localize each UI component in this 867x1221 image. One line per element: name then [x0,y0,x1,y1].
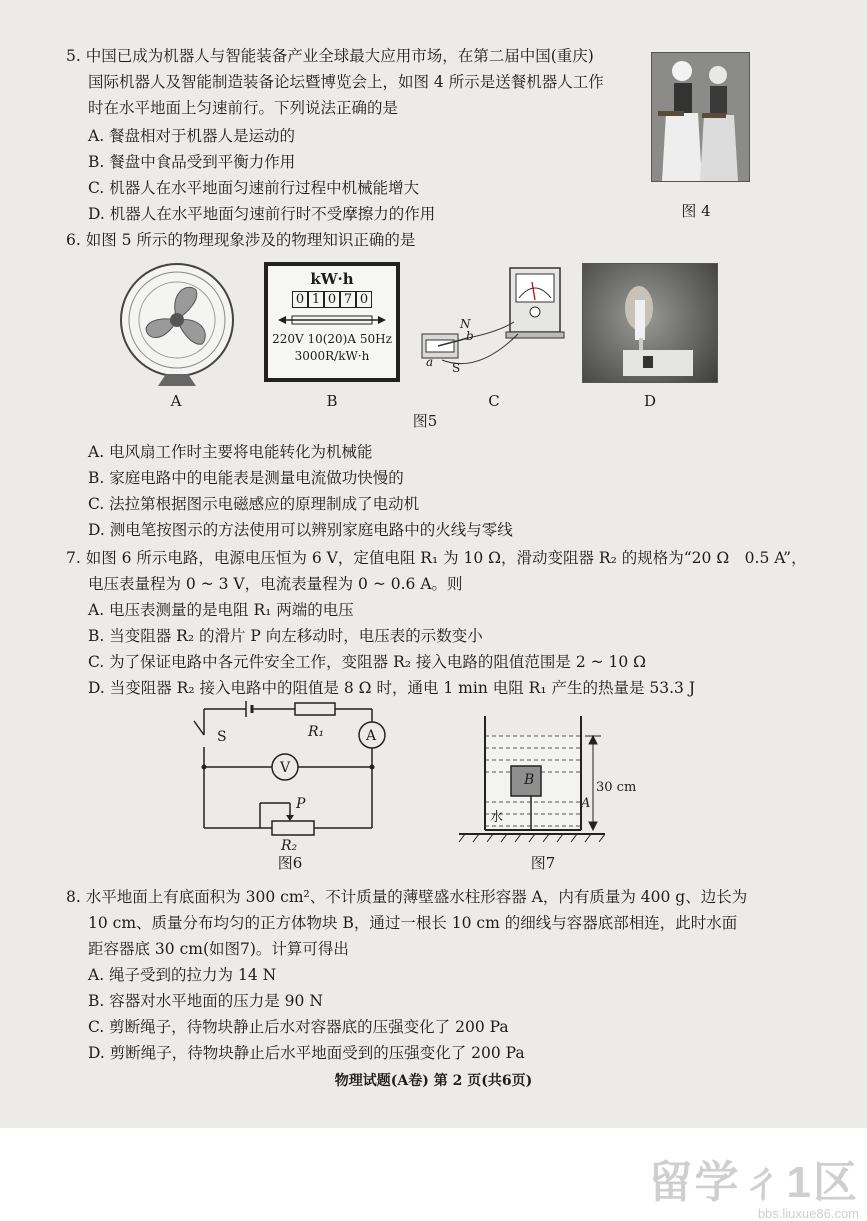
q6-stem: 6. 如图 5 所示的物理现象涉及的物理知识正确的是 [66,231,416,249]
voltmeter-label: V [280,760,291,776]
meter-digit: 7 [340,291,356,308]
q6-option-a: A. 电风扇工作时主要将电能转化为机械能 [88,443,373,461]
r2-label: R₂ [281,838,298,854]
fig5-caption: 图5 [412,412,438,430]
q5-line-1: 5. 中国已成为机器人与智能装备产业全球最大应用市场，在第二届中国(重庆) [66,47,594,65]
q7-option-d: D. 当变阻器 R₂ 接入电路中的阻值是 8 Ω 时，通电 1 min 电阻 R₁ 产生的热量是 53.3 J [88,679,696,697]
fig7-caption: 图7 [530,854,556,872]
q8-option-d: D. 剪断绳子，待物块静止后水平地面受到的压强变化了 200 Pa [88,1044,525,1062]
fig4-caption: 图 4 [681,202,711,220]
q5-option-d: D. 机器人在水平地面匀速前行时不受摩擦力的作用 [88,205,436,223]
q8-line-3: 距容器底 30 cm(如图7)。计算可得出 [88,940,349,958]
circuit-diagram [190,695,400,845]
watermark-logo: 留学ㄔ1区 [648,1158,859,1207]
meter-digit: 1 [308,291,324,308]
meter-unit: kW·h [310,270,354,288]
magnet-label-b: b [466,329,474,343]
q8-line-1: 8. 水平地面上有底面积为 300 cm²、不计质量的薄壁盛水柱形容器 A，内有质量为 400 g、边长为 [66,888,748,906]
q5-line-2: 国际机器人及智能制造装备论坛暨博览会上，如图 4 所示是送餐机器人工作 [88,73,604,91]
q8-option-a: A. 绳子受到的拉力为 14 N [88,966,277,984]
meter-rating: 220V 10(20)A 50Hz [272,332,392,346]
slider-label: P [296,796,306,812]
electric-fan-icon [116,262,238,386]
meter-digit: 0 [292,291,308,308]
q6-option-b: B. 家庭电路中的电能表是测量电流做功快慢的 [88,469,404,487]
q6-option-d: D. 测电笔按图示的方法使用可以辨别家庭电路中的火线与零线 [88,521,513,539]
meter-digits [268,291,396,308]
water-label: 水 [490,810,504,825]
ammeter-label: A [366,728,377,744]
q8-line-2: 10 cm、质量分布均匀的正方体物块 B，通过一根长 10 cm 的细线与容器底部相连，此时水面 [88,914,738,932]
meter-disc-icon [268,312,396,328]
q5-option-c: C. 机器人在水平地面匀速前行过程中机械能增大 [88,179,420,197]
container-label: A [581,796,591,811]
test-pen-photo [582,263,718,383]
q6-option-c: C. 法拉第根据图示电磁感应的原理制成了电动机 [88,495,420,513]
q7-line-2: 电压表量程为 0 ~ 3 V，电流表量程为 0 ~ 0.6 A。则 [88,575,463,593]
r1-label: R₁ [308,724,325,740]
watermark [649,1160,859,1221]
q5-option-b: B. 餐盘中食品受到平衡力作用 [88,153,296,171]
galvanometer-magnet-icon [418,262,568,382]
fig6-caption: 图6 [277,854,303,872]
meter-digit: 0 [324,291,340,308]
watermark-url: bbs.liuxue86.com [757,1206,859,1221]
q8-option-b: B. 容器对水平地面的压力是 90 N [88,992,323,1010]
energy-meter [264,262,400,382]
fig5-label-a: A [170,392,182,410]
q7-line-1: 7. 如图 6 所示电路，电源电压恒为 6 V，定值电阻 R₁ 为 10 Ω，滑动变阻器 R₂ 的规格为“20 Ω 0.5 A”， [66,549,807,567]
fig5-label-d: D [643,392,657,410]
fig5-label-c: C [488,392,500,410]
q5-line-3: 时在水平地面上匀速前行。下列说法正确的是 [88,99,399,117]
switch-label: S [217,729,227,745]
magnet-label-a: a [426,355,434,369]
block-label: B [524,772,535,788]
magnet-label-s: S [452,361,461,375]
q7-option-c: C. 为了保证电路中各元件安全工作，变阻器 R₂ 接入电路的阻值范围是 2 ~ 10 Ω [88,653,647,671]
robot-photo [651,52,750,182]
q7-option-b: B. 当变阻器 R₂ 的滑片 P 向左移动时，电压表的示数变小 [88,627,483,645]
page-footer: 物理试题(A卷) 第 2 页(共6页) [334,1073,533,1089]
fig5-label-b: B [326,392,338,410]
q8-option-c: C. 剪断绳子，待物块静止后水对容器底的压强变化了 200 Pa [88,1018,509,1036]
magnet-label-n: N [460,317,471,331]
meter-digit: 0 [356,291,372,308]
meter-constant: 3000R/kW·h [294,349,370,363]
q5-option-a: A. 餐盘相对于机器人是运动的 [88,127,296,145]
q7-option-a: A. 电压表测量的是电阻 R₁ 两端的电压 [88,601,354,619]
depth-label: 30 cm [596,780,637,795]
